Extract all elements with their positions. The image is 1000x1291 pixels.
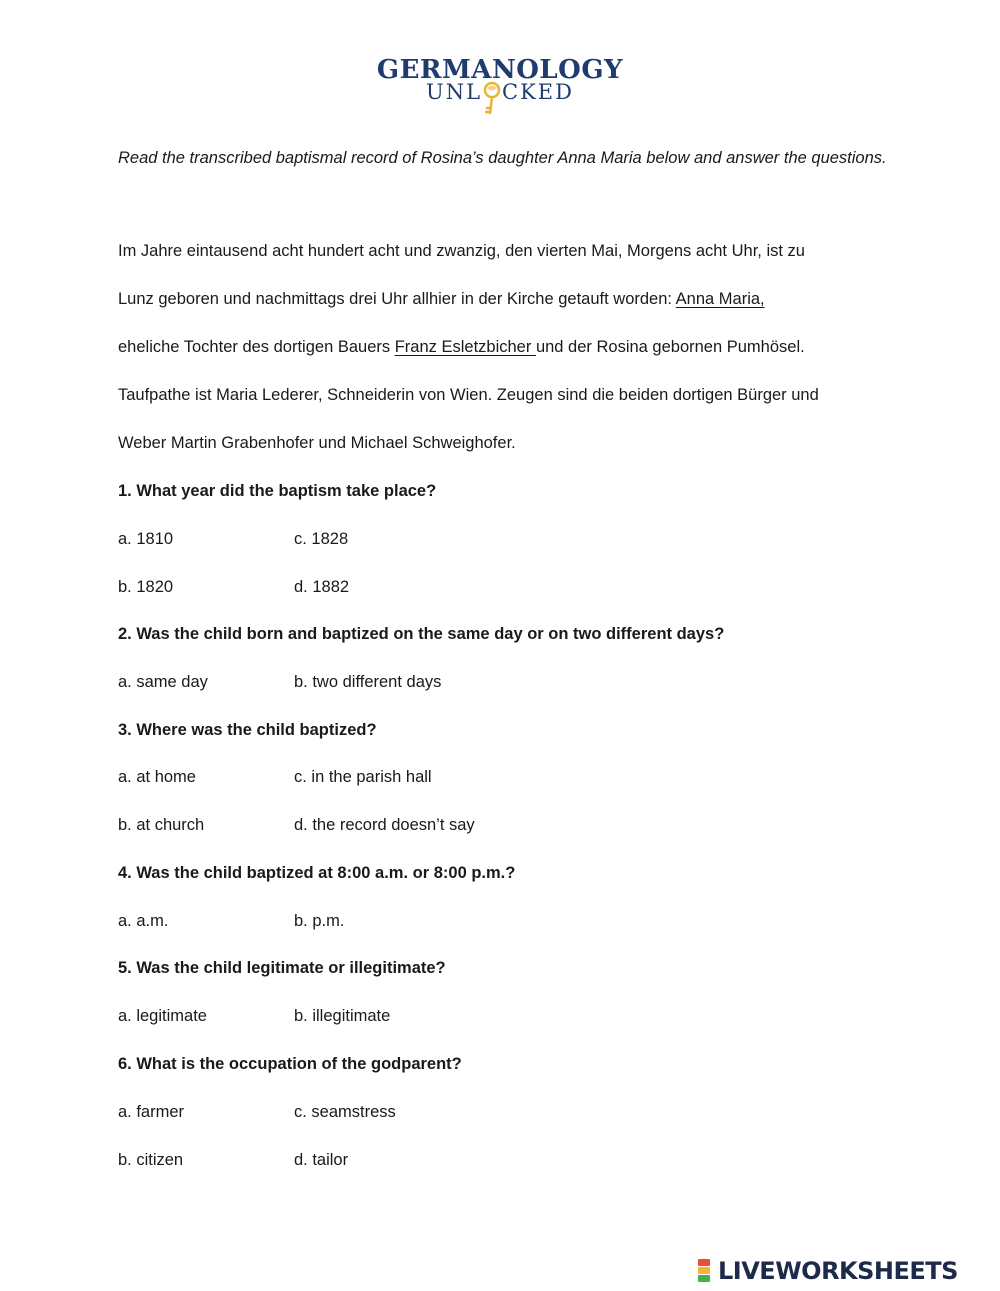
logo-subtitle-right: CKED [502, 80, 574, 104]
record-line-2-text: Lunz geboren und nachmittags drei Uhr allhier in der Kirche getauft worden: [118, 290, 676, 308]
record-line-4: Taufpathe ist Maria Lederer, Schneiderin von Wien. Zeugen sind die beiden dortigen Bürger und [118, 386, 819, 404]
record-line-5: Weber Martin Grabenhofer und Michael Schweighofer. [118, 434, 516, 452]
q6-option-a[interactable]: a. farmer [118, 1103, 185, 1121]
q6-option-b[interactable]: b. citizen [118, 1151, 184, 1169]
q2-option-b[interactable]: b. two different days [294, 673, 442, 691]
question-1: 1. What year did the baptism take place? [118, 482, 437, 500]
q1-option-d[interactable]: d. 1882 [294, 578, 350, 596]
logo-subtitle [0, 81, 1000, 117]
q5-option-b[interactable]: b. illegitimate [294, 1007, 391, 1025]
instructions: Read the transcribed baptismal record of Rosina’s daughter Anna Maria below and answer the questions. [118, 149, 887, 167]
q5-option-a[interactable]: a. legitimate [118, 1007, 207, 1025]
q4-option-a[interactable]: a. a.m. [118, 912, 169, 930]
q3-option-c[interactable]: c. in the parish hall [294, 768, 432, 786]
q1-option-c[interactable]: c. 1828 [294, 530, 349, 548]
record-line-2 [118, 290, 765, 309]
question-3: 3. Where was the child baptized? [118, 721, 377, 739]
q6-option-c[interactable]: c. seamstress [294, 1103, 396, 1121]
child-name: Anna Maria, [675, 290, 765, 308]
logo-subtitle-left: UNL [426, 80, 483, 104]
record-line-3-text: eheliche Tochter des dortigen Bauers [118, 338, 395, 356]
liveworksheets-logo-icon [698, 1259, 712, 1283]
logo-title: GERMANOLOGY [376, 55, 624, 85]
q6-option-d[interactable]: d. tailor [294, 1151, 349, 1169]
question-4: 4. Was the child baptized at 8:00 a.m. or 8:00 p.m.? [118, 864, 516, 882]
q4-option-b[interactable]: b. p.m. [294, 912, 345, 930]
key-icon [480, 81, 504, 117]
question-2: 2. Was the child born and baptized on the same day or on two different days? [118, 625, 725, 643]
q3-option-d[interactable]: d. the record doesn’t say [294, 816, 475, 834]
q3-option-b[interactable]: b. at church [118, 816, 205, 834]
father-name: Franz Esletzbicher [394, 338, 536, 356]
record-line-1: Im Jahre eintausend acht hundert acht und zwanzig, den vierten Mai, Morgens acht Uhr, ist zu [118, 242, 805, 260]
q1-option-b[interactable]: b. 1820 [118, 578, 174, 596]
liveworksheets-wordmark: LIVEWORKSHEETS [718, 1257, 958, 1285]
q2-option-a[interactable]: a. same day [118, 673, 208, 691]
record-line-3-end: und der Rosina gebornen Pumhösel. [535, 338, 805, 356]
question-6: 6. What is the occupation of the godparent? [118, 1055, 462, 1073]
question-5: 5. Was the child legitimate or illegitimate? [118, 959, 446, 977]
q1-option-a[interactable]: a. 1810 [118, 530, 174, 548]
germanology-logo [0, 55, 1000, 117]
q3-option-a[interactable]: a. at home [118, 768, 196, 786]
record-line-3 [118, 338, 805, 357]
